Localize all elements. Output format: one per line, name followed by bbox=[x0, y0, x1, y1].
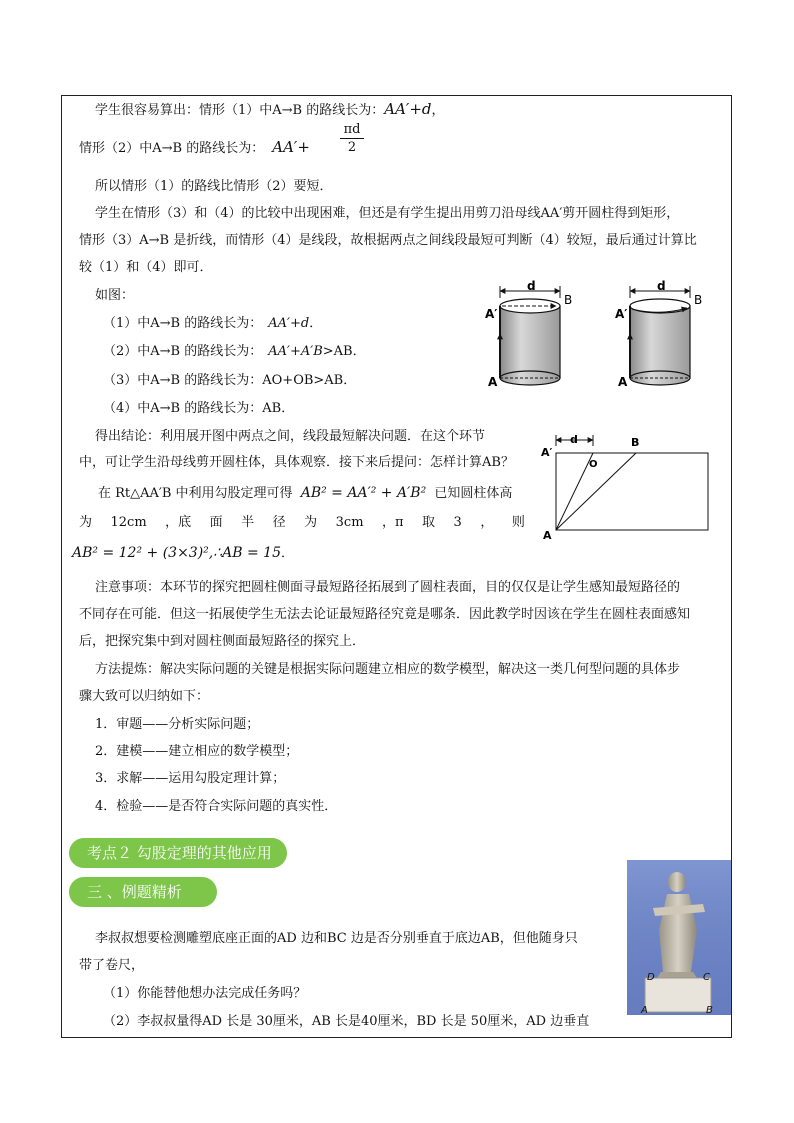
cylinder-left bbox=[485, 279, 572, 389]
text-example-q1: （1）你能替他想办法完成任务吗？ bbox=[103, 986, 307, 1001]
text-rt-line2: 为 12cm ，底 面 半 径 为 3cm ，π 取 3 ， 则 bbox=[79, 515, 525, 530]
statue-label-D: D bbox=[647, 972, 655, 983]
cyl1-label-B: B bbox=[564, 293, 573, 307]
text-note-line2: 不同存在可能．但这一拓展使学生无法去论证最短路径究竟是哪条．因此教学时因该在学生在圆柱表面感知 bbox=[79, 607, 691, 622]
case-1: （1）中A→B 的路线长为： AA′+d． bbox=[103, 316, 323, 331]
cyl2-label-B: B bbox=[694, 293, 703, 307]
section-pill-example: 三 、例题精析 bbox=[69, 877, 217, 907]
text-p4-line2: 情形（3）A→B 是折线，而情形（4）是线段，故根据两点之间线段最短可判断（4）较短，最后通过计算比 bbox=[79, 233, 697, 248]
case-4: （4）中A→B 的路线长为：AB． bbox=[103, 401, 295, 416]
cyl2-label-A: A bbox=[618, 375, 628, 389]
text-p3: 所以情形（1）的路线比情形（2）要短． bbox=[95, 179, 333, 194]
rect-label-A: A bbox=[543, 529, 552, 542]
statue-image bbox=[627, 860, 731, 1015]
cyl2-label-d: d bbox=[657, 279, 666, 293]
text-p4-line1: 学生在情形（3）和（4）的比较中出现困难，但还是有学生提出用剪刀沿母线AA′剪开圆柱得到矩形， bbox=[95, 206, 680, 221]
statue-label-B: B bbox=[706, 1005, 713, 1015]
cylinder-right bbox=[615, 279, 702, 389]
text-example-line1: 李叔叔想要检测雕塑底座正面的AD 边和BC 边是否分别垂直于底边AB，但他随身只 bbox=[95, 931, 578, 946]
cyl1-label-A1: A′ bbox=[485, 307, 498, 321]
text-conclusion-line1: 得出结论：利用展开图中两点之间，线段最短解决问题．在这个环节 bbox=[95, 429, 486, 444]
text-note-line3: 后，把探究集中到对圆柱侧面最短路径的探究上． bbox=[79, 634, 366, 649]
cyl2-label-A1: A′ bbox=[615, 307, 628, 321]
text-conclusion-line2: 中，可让学生沿母线剪开圆柱体，具体观察．接下来后提问：怎样计算AB？ bbox=[79, 455, 514, 470]
text-p5: 如图： bbox=[95, 288, 135, 303]
text-rt-line3: AB² = 12² + (3×3)²,∴AB = 15． bbox=[72, 545, 294, 561]
text-note-line1: 注意事项：本环节的探究把圆柱侧面寻最短路径拓展到了圆柱表面，目的仅仅是让学生感知最短路径的 bbox=[95, 580, 681, 595]
section-pill-kaodian: 考点２ 勾股定理的其他应用 bbox=[69, 838, 287, 868]
text-example-q2: （2）李叔叔量得AD 长是 30厘米，AB 长是40厘米，BD 长是 50厘米，AD 边垂直 bbox=[103, 1014, 590, 1029]
text-method-line2: 骤大致可以归纳如下： bbox=[79, 689, 210, 704]
rect-label-A1: A′ bbox=[541, 446, 553, 459]
text-example-line2: 带了卷尺， bbox=[79, 958, 145, 973]
case-2: （2）中A→B 的路线长为： AA′+A′B>AB． bbox=[103, 344, 366, 359]
rect-label-O: O bbox=[589, 459, 598, 470]
step-3: 3．求解——运用勾股定理计算； bbox=[95, 771, 286, 786]
case-3: （3）中A→B 的路线长为：AO+OB>AB． bbox=[103, 373, 357, 388]
cylinder-figures bbox=[482, 278, 704, 396]
step-1: 1．审题——分析实际问题； bbox=[95, 717, 260, 732]
statue-label-C: C bbox=[703, 972, 710, 983]
step-2: 2．建模——建立相应的数学模型； bbox=[95, 744, 299, 759]
step-4: 4．检验——是否符合实际问题的真实性． bbox=[95, 799, 338, 814]
rect-label-d: d bbox=[570, 433, 578, 446]
rect-label-B: B bbox=[631, 436, 640, 449]
statue-label-A: A bbox=[641, 1005, 648, 1015]
fraction: $\frac{\pi d}{2}$ bbox=[340, 122, 364, 157]
text-p4-line3: 较（1）和（4）即可． bbox=[79, 260, 213, 275]
text-p1: 学生很容易算出：情形（1）中A→B 的路线长为：AA′+d， bbox=[95, 100, 445, 118]
cyl1-label-A: A bbox=[488, 375, 498, 389]
text-rt-line1: 在 Rt△AA′B 中利用勾股定理可得 AB² = AA′² + A′B² 已知圆柱体高 bbox=[98, 485, 513, 501]
text-p2: 情形（2）中A→B 的路线长为： AA′+ bbox=[79, 138, 310, 156]
unrolled-rectangle-figure bbox=[538, 430, 713, 545]
cyl1-label-d: d bbox=[527, 279, 536, 293]
text-method-line1: 方法提炼：解决实际问题的关键是根据实际问题建立相应的数学模型，解决这一类几何型问题的具体步 bbox=[95, 662, 681, 677]
